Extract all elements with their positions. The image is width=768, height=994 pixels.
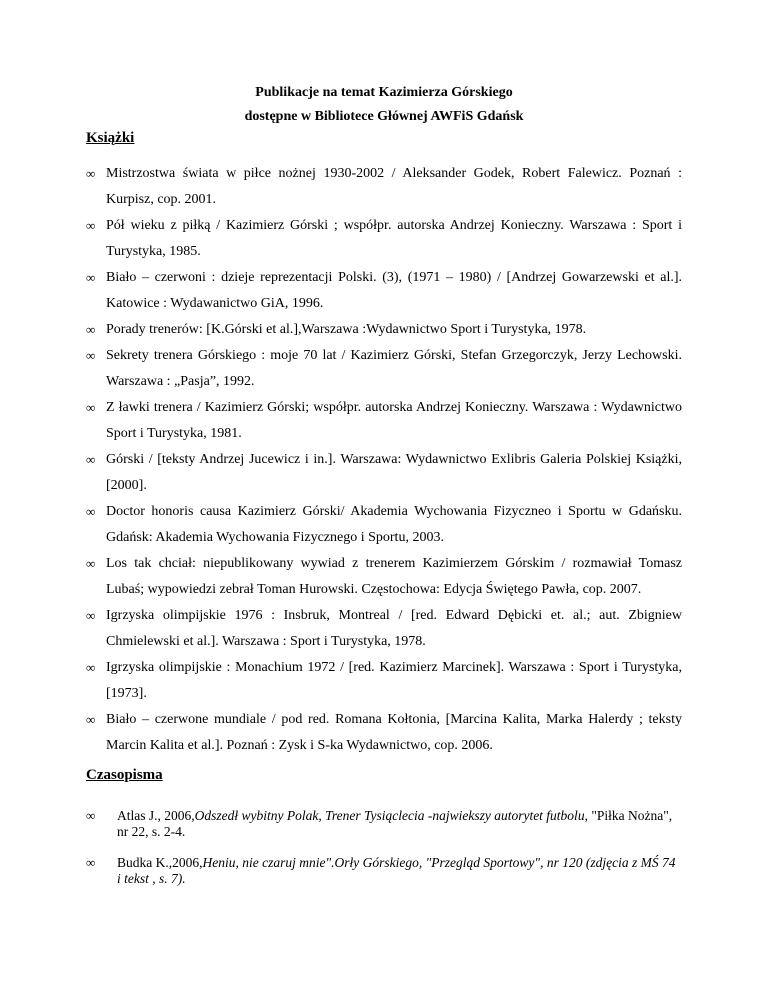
list-item [86,317,682,343]
infinity-bullet-icon: ∞ [86,556,96,571]
list-item [86,213,682,265]
magazines-list [86,808,682,902]
book-entry: Górski / [teksty Andrzej Jucewicz i in.]. Warszawa: Wydawnictwo Exlibris Galeria Polskiej Książki, [2000]. [106,452,682,493]
document-title: Publikacje na temat Kazimierza Górskiego [255,85,513,100]
infinity-bullet-icon: ∞ [86,660,96,675]
infinity-bullet-icon: ∞ [86,166,96,181]
book-entry: Igrzyska olimpijskie 1976 : Insbruk, Montreal / [red. Edward Dębicki et. al.; aut. Zbigniew Chmielewski et al.]. Warszawa : Sport i Turystyka, 1978. [106,608,682,649]
list-item [86,265,682,317]
infinity-bullet-icon: ∞ [86,808,96,823]
list-item [86,808,682,840]
document-subtitle: dostępne w Bibliotece Głównej AWFiS Gdańsk [244,109,524,124]
book-entry: Los tak chciał: niepublikowany wywiad z trenerem Kazimierzem Górskim / rozmawiał Tomasz Lubaś; wypowiedzi zebrał Toman Hurowski. Częstochowa: Edycja Świętego Pawła, cop. 2007. [106,556,682,597]
infinity-bullet-icon: ∞ [86,218,96,233]
infinity-bullet-icon: ∞ [86,400,96,415]
magazine-entry-author: Atlas J., 2006, [117,808,195,823]
list-item [86,707,682,759]
magazine-entry-title: Heniu, nie czaruj mnie".Orły Górskiego, "Przegląd Sportowy", nr 120 (zdjęcia z MŚ 74 i tekst , s. 7). [117,855,676,886]
infinity-bullet-icon: ∞ [86,452,96,467]
list-item [86,395,682,447]
infinity-bullet-icon: ∞ [86,712,96,727]
book-entry: Sekrety trenera Górskiego : moje 70 lat / Kazimierz Górski, Stefan Grzegorczyk, Jerzy Lechowski. Warszawa : „Pasja”, 1992. [106,348,682,389]
infinity-bullet-icon: ∞ [86,348,96,363]
book-entry: Porady trenerów: [K.Górski et al.],Warszawa :Wydawnictwo Sport i Turystyka, 1978. [106,322,587,337]
list-item [86,551,682,603]
infinity-bullet-icon: ∞ [86,608,96,623]
book-entry: Biało – czerwone mundiale / pod red. Romana Kołtonia, [Marcina Kalita, Marka Halerdy ; teksty Marcin Kalita et al.]. Poznań : Zysk i S-ka Wydawnictwo, cop. 2006. [106,712,682,753]
list-item [86,855,682,887]
infinity-bullet-icon: ∞ [86,855,96,870]
book-entry: Mistrzostwa świata w piłce nożnej 1930-2002 / Aleksander Godek, Robert Falewicz. Poznań : Kurpisz, cop. 2001. [106,166,682,207]
books-heading: Książki [86,130,135,146]
magazine-entry-title: Odszedł wybitny Polak, Trener Tysiąclecia -najwiekszy autorytet futbolu [194,808,585,823]
list-item [86,343,682,395]
book-entry: Biało – czerwoni : dzieje reprezentacji Polski. (3), (1971 – 1980) / [Andrzej Gowarzewski et al.]. Katowice : Wydawanictwo GiA, 1996. [106,270,682,311]
book-entry: Pół wieku z piłką / Kazimierz Górski ; współpr. autorska Andrzej Konieczny. Warszawa : Sport i Turystyka, 1985. [106,218,682,259]
books-list [86,161,682,759]
magazine-entry-author: Budka K.,2006, [117,855,203,870]
book-entry: Igrzyska olimpijskie : Monachium 1972 / [red. Kazimierz Marcinek]. Warszawa : Sport i Turystyka, [1973]. [106,660,682,701]
list-item [86,161,682,213]
magazine-entry-source: , "Piłka Nożna", nr 22, s. 2-4. [117,808,673,839]
list-item [86,447,682,499]
book-entry: Doctor honoris causa Kazimierz Górski/ Akademia Wychowania Fizyczneo i Sportu w Gdańsku. Gdańsk: Akademia Wychowania Fizycznego i Sportu, 2003. [106,504,682,545]
magazines-heading: Czasopisma [86,767,163,783]
infinity-bullet-icon: ∞ [86,322,96,337]
infinity-bullet-icon: ∞ [86,270,96,285]
book-entry: Z ławki trenera / Kazimierz Górski; współpr. autorska Andrzej Konieczny. Warszawa : Wydawnictwo Sport i Turystyka, 1981. [106,400,682,441]
infinity-bullet-icon: ∞ [86,504,96,519]
list-item [86,603,682,655]
list-item [86,499,682,551]
list-item [86,655,682,707]
